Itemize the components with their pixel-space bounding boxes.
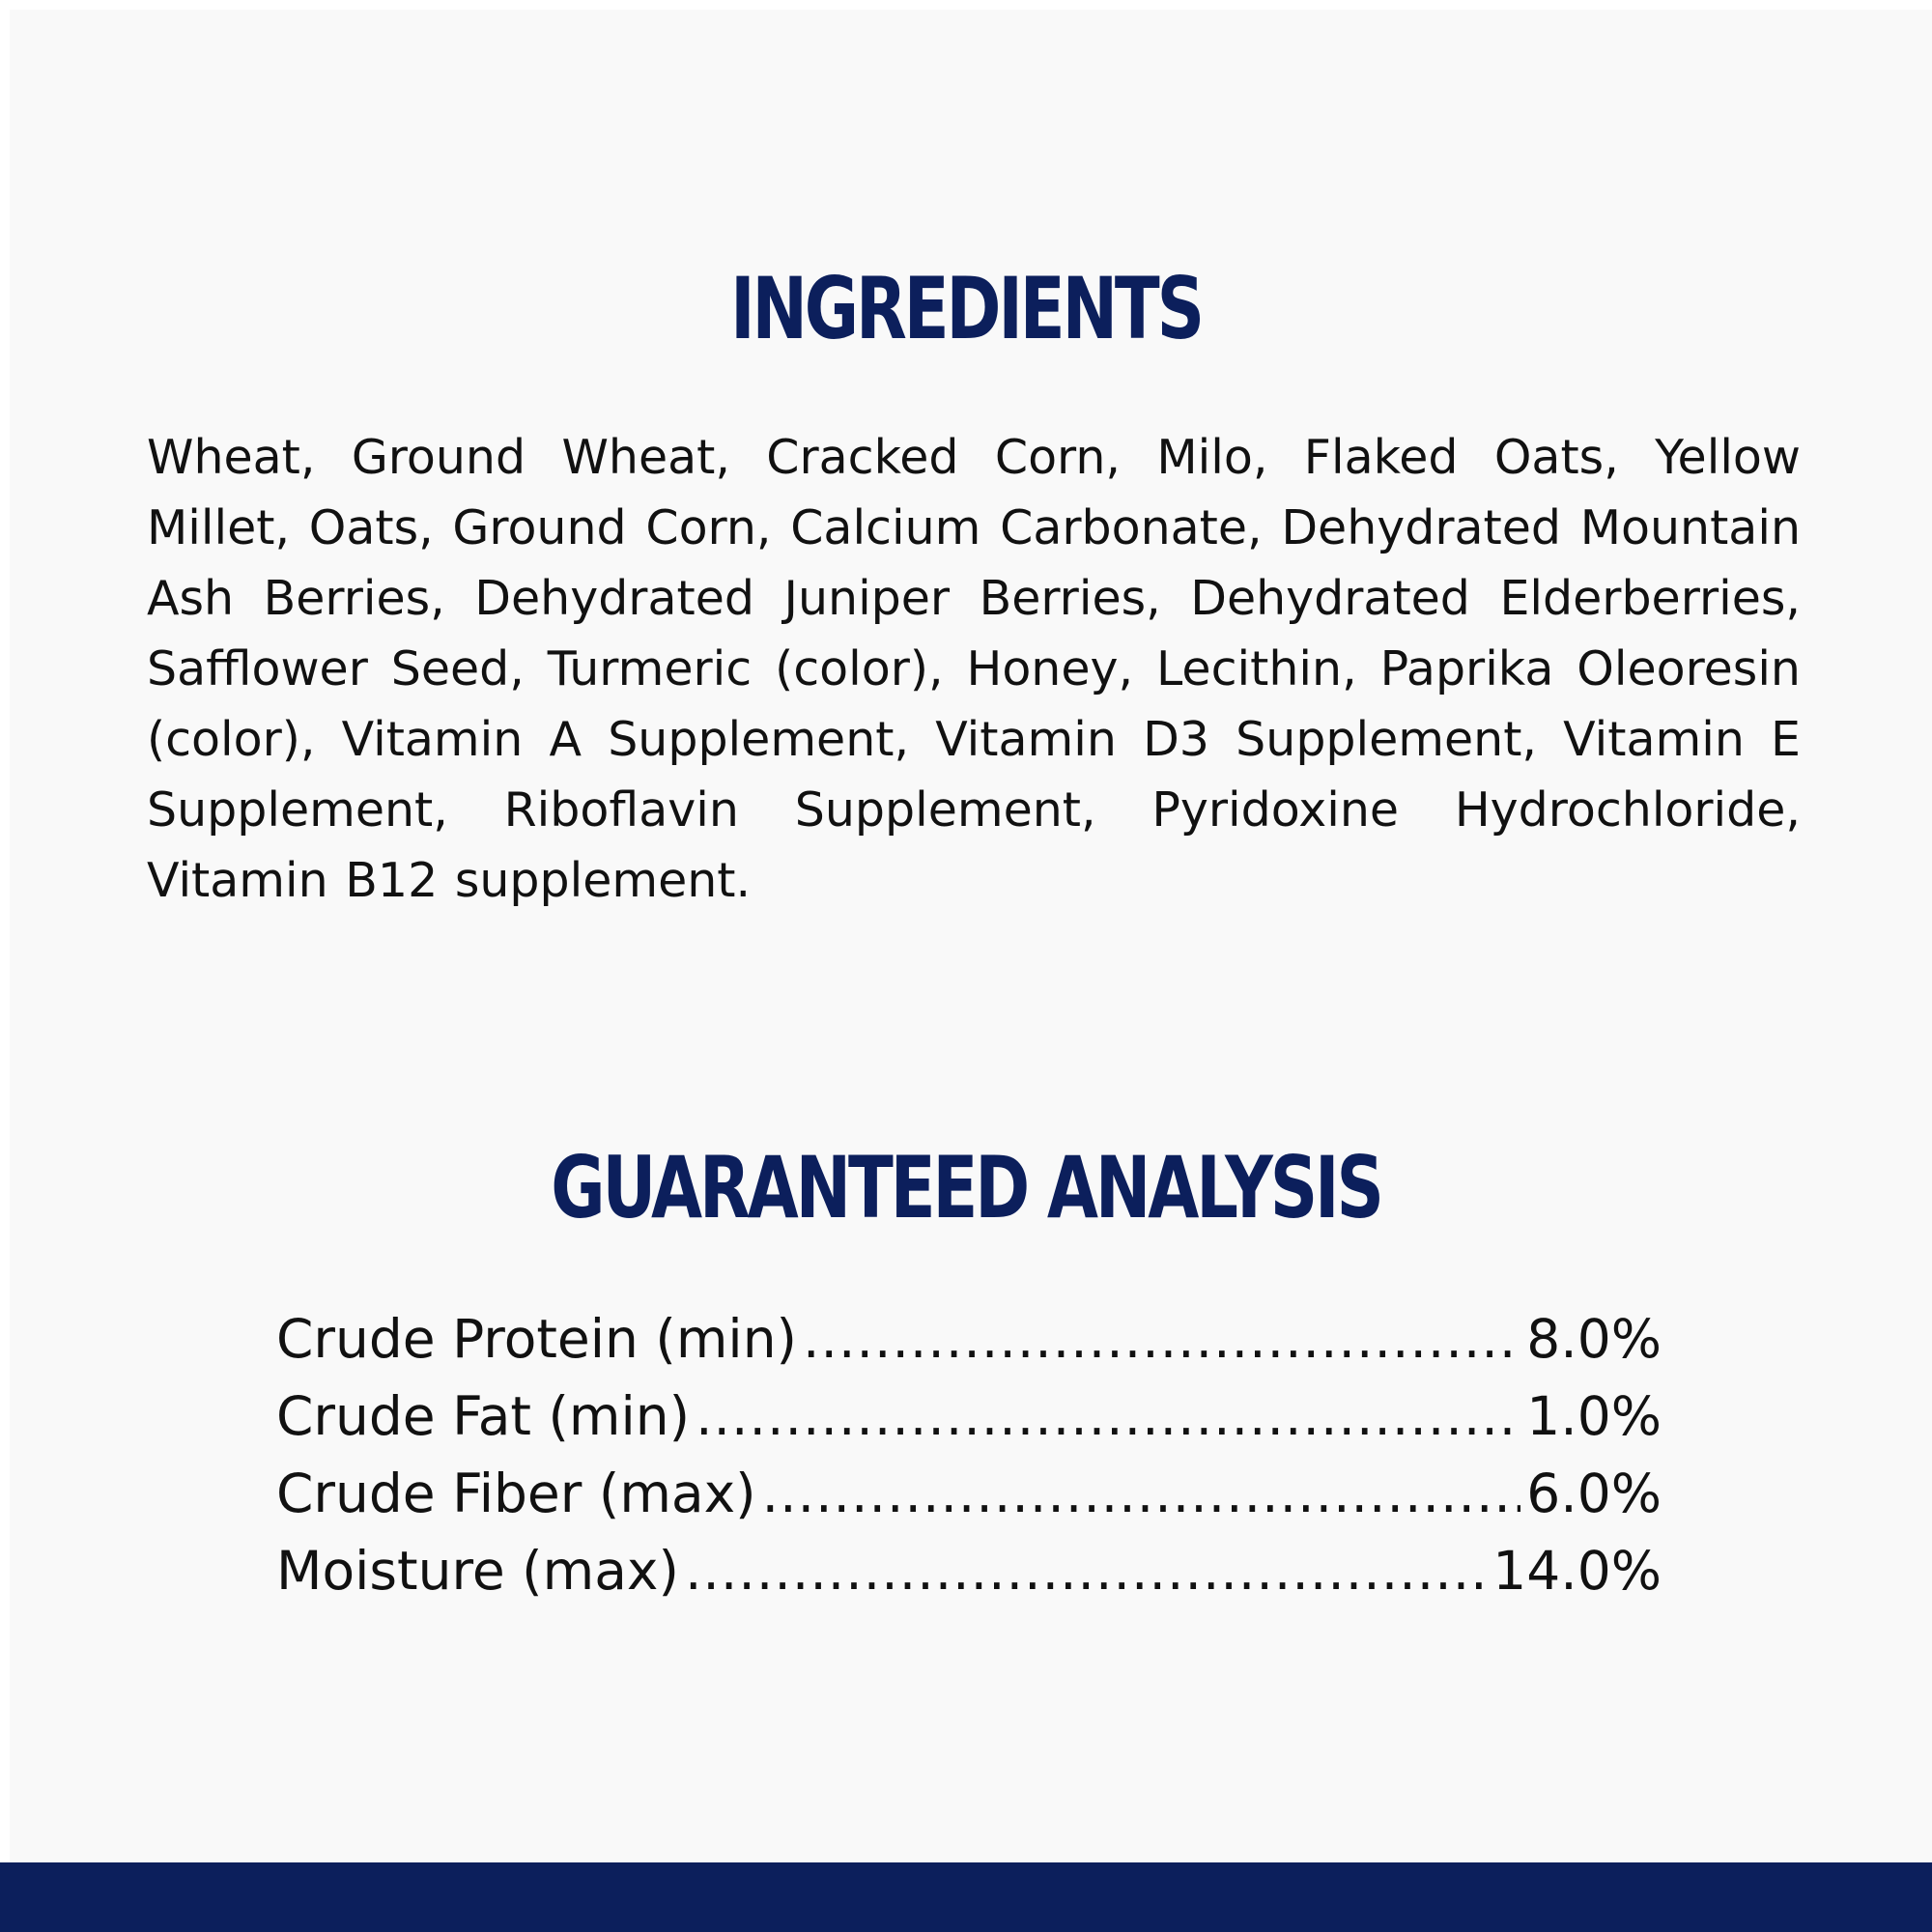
analysis-value: 1.0%: [1526, 1385, 1662, 1447]
analysis-value: 8.0%: [1526, 1308, 1662, 1370]
analysis-row-crude-fiber: [276, 1455, 1662, 1532]
dot-leader: [696, 1378, 1520, 1455]
analysis-row-crude-protein: [276, 1300, 1662, 1378]
ingredients-heading: INGREDIENTS: [730, 259, 1202, 358]
ingredients-text: Wheat, Ground Wheat, Cracked Corn, Milo, Flaked Oats, Yellow Millet, Oats, Ground Corn, Calcium Carbonate, Dehydrated Mountain Ash Berries, Dehydrated Juniper Berries, Dehydrated Elderberries, Safflower Seed, Turmeric (color), Honey, Lecithin, Paprika Oleoresin (color), Vitamin A Supplement, Vitamin D3 Supplement, Vitamin E Supplement, Riboflavin Supplement, Pyridoxine Hydrochloride, Vitamin B12 supplement.: [147, 430, 1801, 908]
dot-leader: [803, 1300, 1520, 1378]
analysis-label: Crude Fat (min): [276, 1385, 691, 1447]
guaranteed-analysis-list: [276, 1300, 1662, 1609]
analysis-label: Crude Protein (min): [276, 1308, 798, 1370]
footer-bar: [0, 1862, 1932, 1932]
guaranteed-analysis-heading: GUARANTEED ANALYSIS: [551, 1138, 1381, 1237]
analysis-value: 6.0%: [1526, 1463, 1662, 1524]
analysis-value: 14.0%: [1492, 1540, 1662, 1602]
analysis-row-crude-fat: [276, 1378, 1662, 1455]
analysis-row-moisture: [276, 1532, 1662, 1609]
analysis-label: Crude Fiber (max): [276, 1463, 756, 1524]
dot-leader: [685, 1532, 1487, 1609]
analysis-label: Moisture (max): [276, 1540, 679, 1602]
dot-leader: [762, 1455, 1521, 1532]
